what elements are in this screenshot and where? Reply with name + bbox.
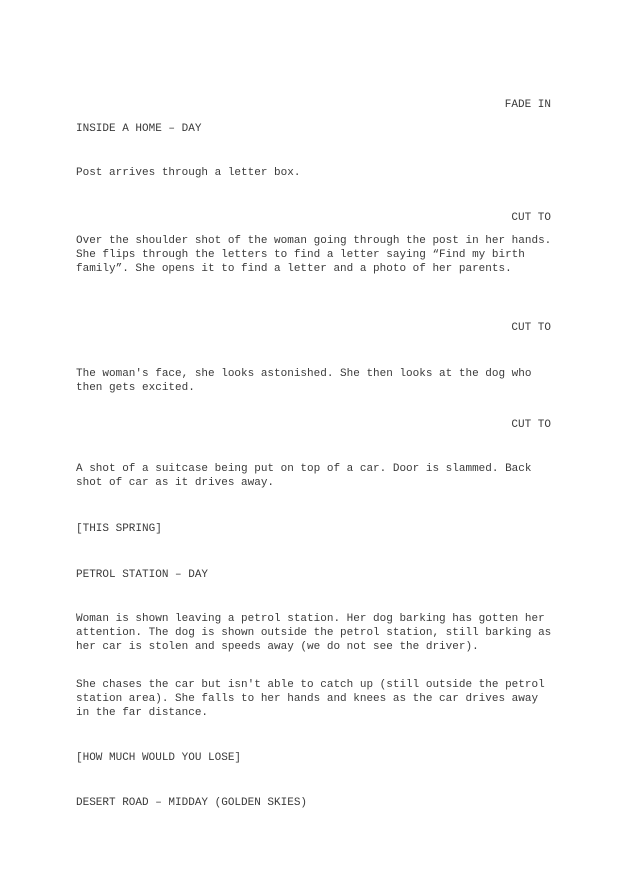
action-chases-car: She chases the car but isn't able to catch up (still outside the petrol station area). She falls to her hands and knees as the car drives away in the far distance. xyxy=(76,679,552,719)
transition-cut-to-1: CUT TO xyxy=(511,212,551,224)
action-suitcase: A shot of a suitcase being put on top of a car. Door is slammed. Back shot of car as it drives away. xyxy=(76,463,539,489)
transition-fade-in: FADE IN xyxy=(504,99,551,111)
action-woman-face: The woman's face, she looks astonished. She then looks at the dog who then gets excited. xyxy=(76,368,539,394)
caption-this-spring: [THIS SPRING] xyxy=(76,523,162,535)
transition-cut-to-2: CUT TO xyxy=(511,322,551,334)
action-leaving-petrol-station: Woman is shown leaving a petrol station. Her dog barking has gotten her attention. The dog is shown outside the petrol station, still barking as her car is stolen and speeds away (we do not see the driver). xyxy=(76,613,558,653)
transition-cut-to-3: CUT TO xyxy=(511,419,551,431)
caption-how-much-would-you-lose: [HOW MUCH WOULD YOU LOSE] xyxy=(76,752,242,764)
action-post-arrives: Post arrives through a letter box. xyxy=(76,167,301,179)
action-over-shoulder: Over the shoulder shot of the woman going through the post in her hands. She flips through the letters to find a letter saying “Find my birth family”. She opens it to find a letter and a photo of her parents. xyxy=(76,235,558,275)
scene-heading-desert-road: DESERT ROAD – MIDDAY (GOLDEN SKIES) xyxy=(76,797,308,809)
scene-heading-petrol-station: PETROL STATION – DAY xyxy=(76,569,209,581)
scene-heading-inside-home: INSIDE A HOME – DAY xyxy=(76,123,202,135)
